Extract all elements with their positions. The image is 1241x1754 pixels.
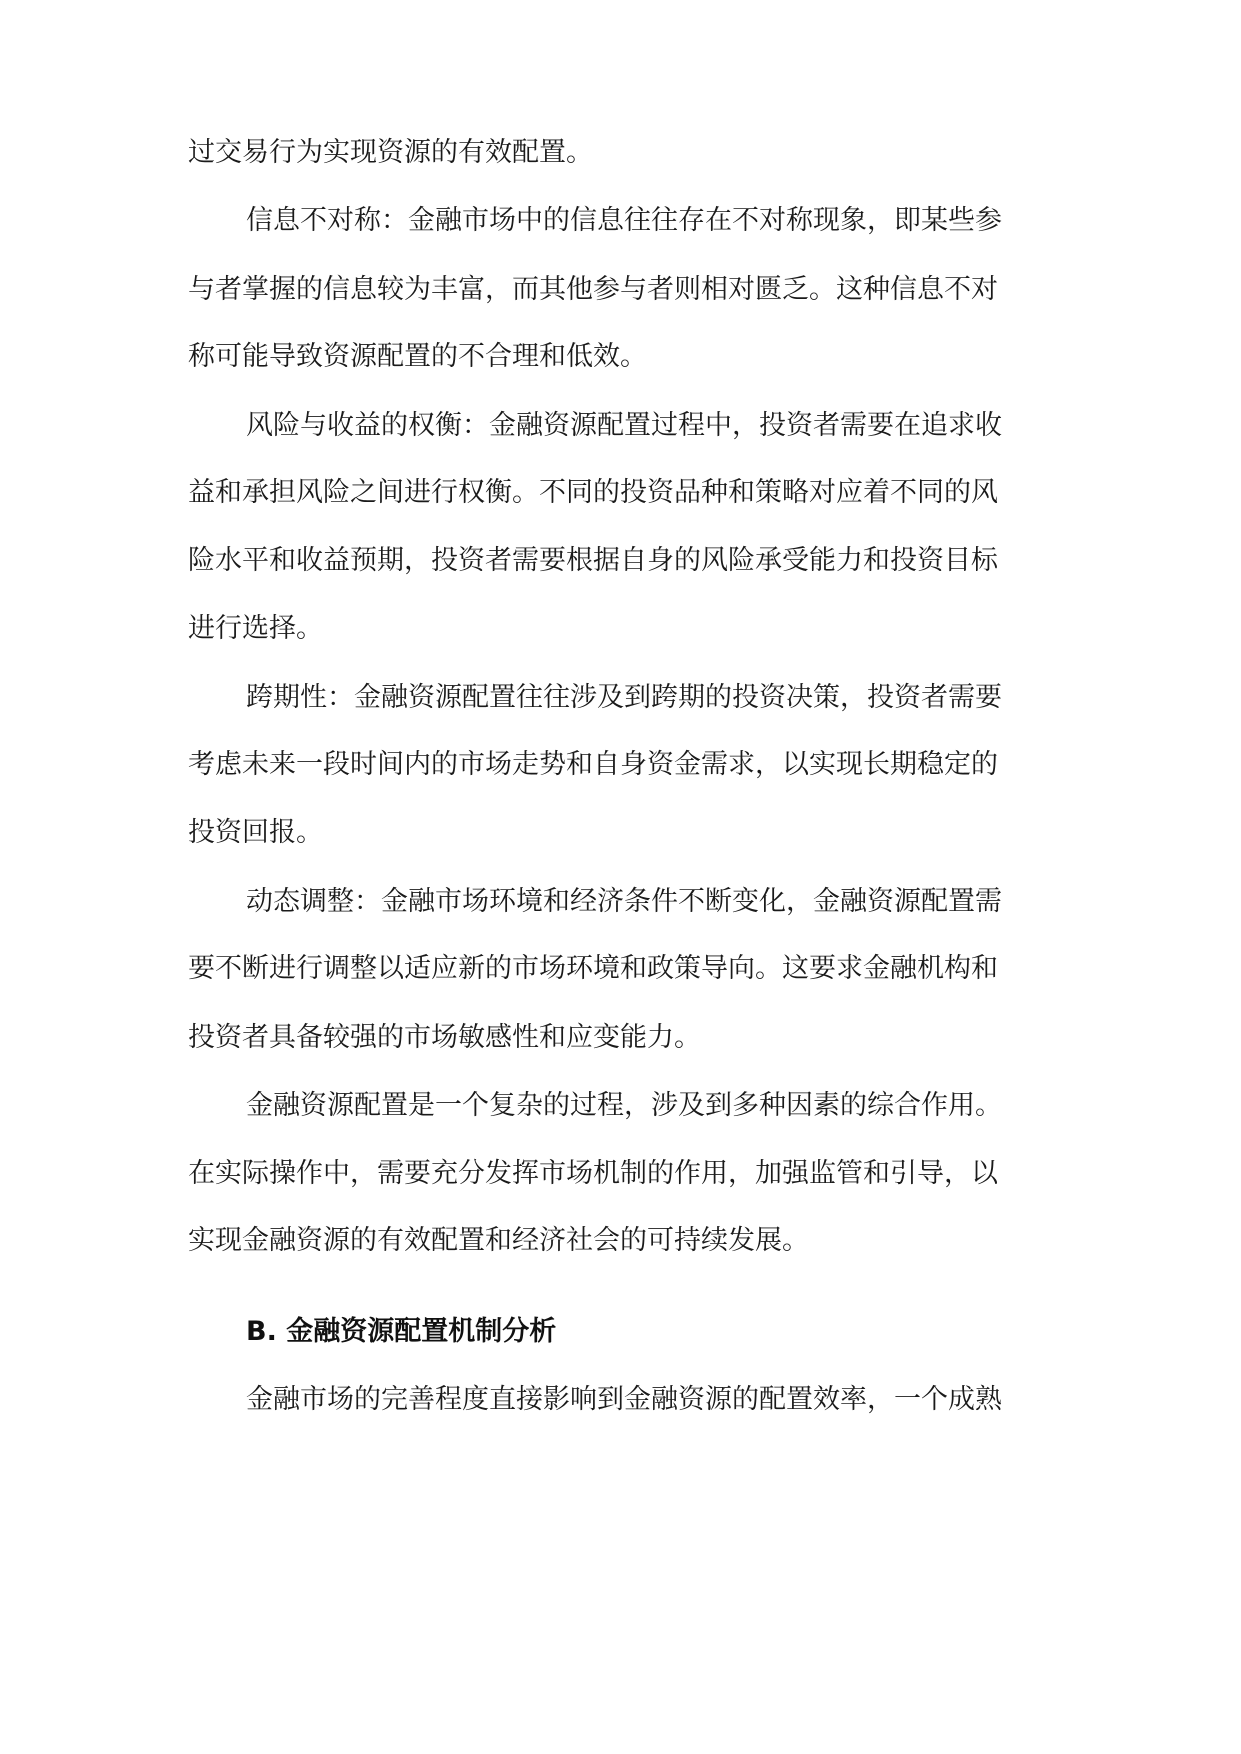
text-line: 投资者具备较强的市场敏感性和应变能力。 xyxy=(188,1022,701,1053)
text-line: 险水平和收益预期，投资者需要根据自身的风险承受能力和投资目标 xyxy=(188,545,998,576)
text-line: 过交易行为实现资源的有效配置。 xyxy=(188,137,593,168)
text-line: 信息不对称：金融市场中的信息往往存在不对称现象，即某些参 xyxy=(246,205,1002,236)
text-line: 益和承担风险之间进行权衡。不同的投资品种和策略对应着不同的风 xyxy=(188,477,998,508)
text-line: 动态调整：金融市场环境和经济条件不断变化，金融资源配置需 xyxy=(246,886,1002,917)
text-line: 风险与收益的权衡：金融资源配置过程中，投资者需要在追求收 xyxy=(246,410,1002,441)
text-line: 实现金融资源的有效配置和经济社会的可持续发展。 xyxy=(188,1225,809,1256)
text-line: 投资回报。 xyxy=(188,817,323,848)
text-line: 考虑未来一段时间内的市场走势和自身资金需求，以实现长期稳定的 xyxy=(188,749,998,780)
text-line: 进行选择。 xyxy=(188,613,323,644)
text-line: 称可能导致资源配置的不合理和低效。 xyxy=(188,341,647,372)
text-line: 要不断进行调整以适应新的市场环境和政策导向。这要求金融机构和 xyxy=(188,953,998,984)
text-line: 金融市场的完善程度直接影响到金融资源的配置效率，一个成熟 xyxy=(246,1384,1002,1415)
text-line: 与者掌握的信息较为丰富，而其他参与者则相对匮乏。这种信息不对 xyxy=(188,274,998,305)
text-line: 金融资源配置是一个复杂的过程，涉及到多种因素的综合作用。 xyxy=(246,1090,1002,1121)
text-line: 在实际操作中，需要充分发挥市场机制的作用，加强监管和引导，以 xyxy=(188,1158,998,1189)
section-heading: B. 金融资源配置机制分析 xyxy=(246,1316,557,1347)
text-line: 跨期性：金融资源配置往往涉及到跨期的投资决策，投资者需要 xyxy=(246,682,1002,713)
